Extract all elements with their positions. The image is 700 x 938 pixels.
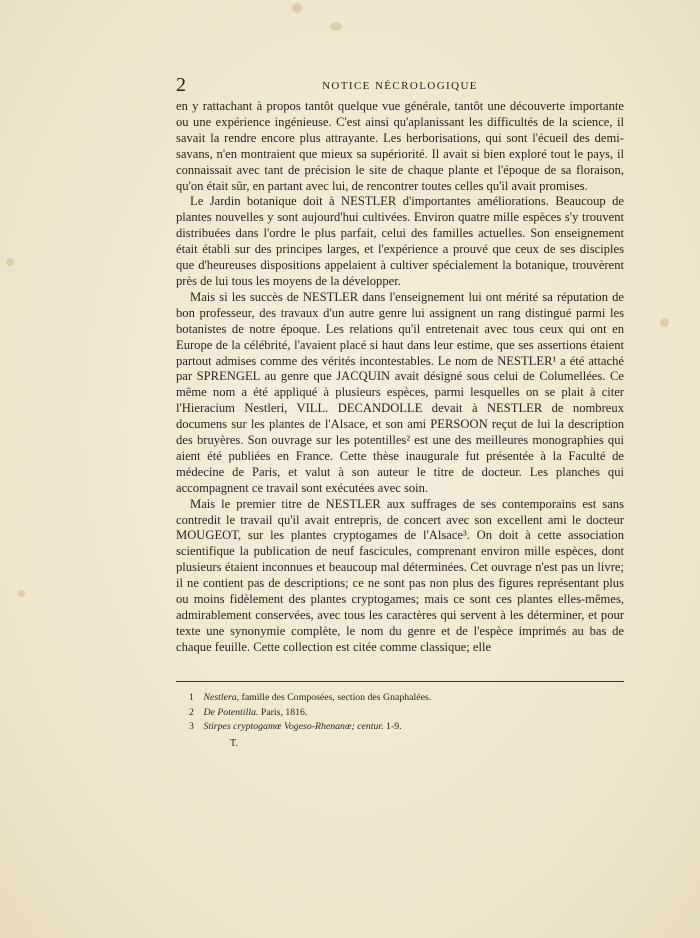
paragraph: Mais si les succès de NESTLER dans l'enseignement lui ont mérité sa réputation de bon professeur, des travaux d'un autre genre lui assignent un rang distingué parmi les botanistes de notre époque. Les relations qu'il entretenait avec tous ceux qui ont en Europe de la célébrité, l'avaient placé si haut dans leur estime, que ses assertions étaient partout admises comme des vérités incontestables. Le nom de NESTLER¹ a été attaché par SPRENGEL au genre que JACQUIN avait désigné sous celui de Columellées. Ce même nom a été appliqué à plusieurs espèces, parmi lesquelles on se plait à citer l'Hieracium Nestleri, VILL. DECANDOLLE devait à NESTLER de nombreux documens sur les plantes de l'Alsace, et son ami PERSOON reçut de lui la description des bruyères. Son ouvrage sur les potentilles² est une des meilleures monographies qui aient été publiées en France. Cette thèse inaugurale fut présentée à la Faculté de médecine de Paris, et valut à son auteur le titre de docteur. Les planches qui accompagnent ce travail sont exécutées avec soin. <box>176 289 624 495</box>
footnote <box>189 720 619 735</box>
paragraph: Le Jardin botanique doit à NESTLER d'importantes améliorations. Beaucoup de plantes nouvelles y sont aujourd'hui cultivées. Environ quatre mille espèces s'y trouvent distribuées dans l'ordre le plus parfait, celui des familles actuelles. Son enseignement était établi sur des principes larges, et l'expérience a prouvé que ceux de ses disciples que d'heureuses dispositions appelaient à cultiver spécialement la botanique, trouvèrent près de lui tous les moyens de la développer. <box>176 194 624 288</box>
footnote-number: 2 <box>189 706 194 718</box>
footnote-rule <box>176 681 624 682</box>
paragraph: Mais le premier titre de NESTLER aux suffrages de ses contemporains est sans contredit le travail qu'il avait entrepris, de concert avec son excellent ami le docteur MOUGEOT, sur les plantes cryptogames de l'Alsace³. On doit à cette association scientifique la publication de neuf fascicules, comprenant environ mille espèces, dont plusieurs étaient inconnues et beaucoup mal déterminées. Cet ouvrage n'est pas un livre; il ne contient pas de descriptions; ce ne sont pas non plus des figures représentant plus ou moins fidèlement des plantes cryptogames; mais ce sont ces plantes elles-mêmes, admirablement conservées, avec tous les caractères qui servent à les déterminer, et pour texte une synonymie complète, le nom du genre et de l'espèce imprimés au bas de chaque feuille. Cette collection est citée comme classique; elle <box>176 496 624 654</box>
footnote-italic: De Potentilla. <box>203 706 259 718</box>
footnotes <box>189 691 619 735</box>
footnote-text: Paris, 1816. <box>258 706 308 718</box>
footnote-italic: Stirpes cryptogamœ Vogeso-Rhenanœ; centur. <box>203 721 384 732</box>
signature-mark: T. <box>230 738 238 749</box>
footnote-text: 1-9. <box>383 721 402 732</box>
foxing-spot <box>18 590 25 597</box>
page-number: 2 <box>176 74 186 96</box>
footnote-italic: Nestlera, <box>203 692 240 703</box>
footnote-text: famille des Composées, section des Gnaphalées. <box>239 692 432 703</box>
footnote <box>189 691 619 706</box>
footnote <box>189 706 619 721</box>
footnote-number: 1 <box>189 692 194 703</box>
foxing-spot <box>292 3 302 13</box>
foxing-spot <box>330 22 342 31</box>
page-header <box>176 74 624 98</box>
paragraph: en y rattachant à propos tantôt quelque vue générale, tantôt une découverte importante ou une expérience ingénieuse. C'est ainsi qu'aplanissant les difficultés de la science, il savait la rendre encore plus attrayante. Les herborisations, qui sont l'écueil des demi-savans, n'en montraient que mieux sa supériorité. Il avait si bien exploré tout le pays, il connaissait avec tant de précision le site de chaque plante et l'époque de sa floraison, qu'on était sûr, en partant avec lui, de rencontrer toutes celles qu'il avait promises. <box>176 99 624 193</box>
running-title: NOTICE NÉCROLOGIQUE <box>322 80 478 92</box>
foxing-spot <box>660 318 669 327</box>
body-text <box>176 99 624 656</box>
foxing-spot <box>6 258 14 266</box>
footnote-number: 3 <box>189 721 194 732</box>
